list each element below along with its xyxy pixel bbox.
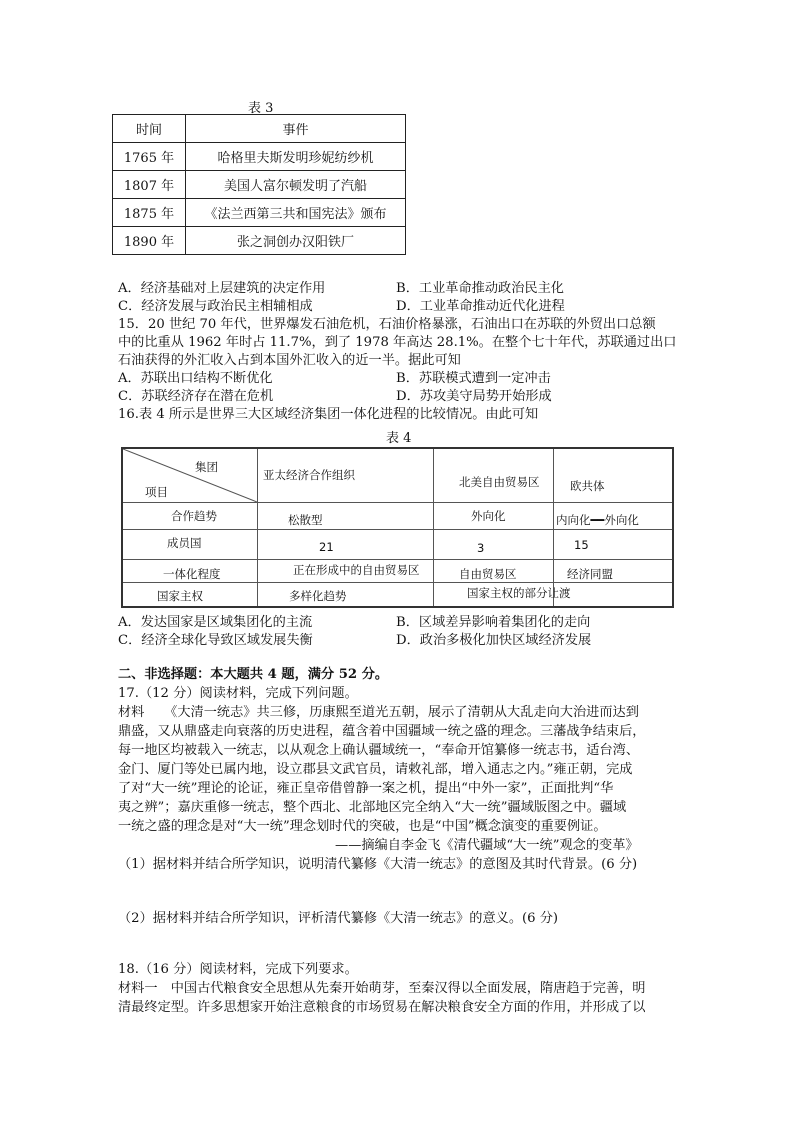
- table-divider: [123, 582, 672, 583]
- table-divider: [123, 559, 672, 560]
- table-header-cell: 事件: [186, 115, 406, 143]
- q15-option-d: D．苏攻美守局势开始形成: [396, 389, 552, 404]
- table-row-label: 合作趋势: [171, 509, 217, 523]
- table-header-cell: 亚太经济合作组织: [263, 468, 355, 482]
- q15-stem-line: 石油获得的外汇收入占到本国外汇收入的近一半。据此可知: [118, 353, 461, 368]
- table3: [112, 114, 406, 255]
- table-row: [113, 199, 406, 227]
- table-corner-bottom: 项目: [145, 485, 168, 499]
- q17-material-line: 材料 《大清一统志》共三修，历康熙至道光五朝，展示了清朝从大乱走向大治进而达到: [118, 705, 639, 720]
- table-header-row: [113, 115, 406, 143]
- table-cell: 3: [477, 541, 485, 555]
- q17-title: 17.（12 分）阅读材料，完成下列问题。: [118, 686, 358, 701]
- q18-title: 18.（16 分）阅读材料，完成下列要求。: [118, 962, 358, 977]
- table-row-label: 一体化程度: [163, 567, 221, 581]
- diagonal-header-line: [123, 449, 257, 502]
- table-cell: 内向化━━外向化: [556, 513, 639, 527]
- table-row: [113, 143, 406, 171]
- q16-option-d: D．政治多极化加快区域经济发展: [396, 633, 592, 648]
- q16-stem: 16.表 4 所示是世界三大区域经济集团一体化进程的比较情况。由此可知: [118, 407, 539, 422]
- table-cell: 1890 年: [113, 227, 186, 255]
- table-cell: 哈格里夫斯发明珍妮纺纱机: [186, 143, 406, 171]
- q15-option-c: C．苏联经济存在潜在危机: [118, 389, 274, 404]
- table-row: [113, 227, 406, 255]
- q16-option-c: C．经济全球化导致区域发展失衡: [118, 633, 313, 648]
- table3-caption: 表 3: [248, 101, 274, 116]
- table-cell: 松散型: [288, 513, 323, 527]
- table-corner-top: 集团: [195, 460, 218, 474]
- q17-subquestion-2: （2）据材料并结合所学知识，评析清代纂修《大清一统志》的意义。(6 分): [118, 911, 559, 926]
- q17-material-line: 了对“大一统”理论的论证，雍正皇帝借曾静一案之机，提出“中外一家”，正面批判“华: [118, 781, 614, 796]
- q14-option-d: D．工业革命推动近代化进程: [396, 299, 565, 314]
- table-cell: 经济同盟: [567, 567, 613, 581]
- q14-option-a: A．经济基础对上层建筑的决定作用: [118, 281, 326, 296]
- table-cell: 21: [319, 540, 334, 554]
- q17-material-line: 金门、厦门等处已属内地，设立郡县文武官员，请敕礼部，增入通志之内。”雍正朝，完成: [118, 762, 633, 777]
- q15-stem-line: 中的比重从 1962 年时占 11.7%，到了 1978 年高达 28.1%。在整个七十年代，苏联通过出口: [118, 335, 677, 350]
- q16-option-a: A．发达国家是区域集团化的主流: [118, 615, 313, 630]
- q17-material-line: 一统之盛的理念是对“大一统”理念划时代的突破，也是“中国”概念演变的重要例证。: [118, 819, 607, 834]
- table-header-cell: 欧共体: [570, 479, 605, 493]
- table-header-cell: 时间: [113, 115, 186, 143]
- table-cell: 1807 年: [113, 171, 186, 199]
- table-row-label: 国家主权: [157, 589, 203, 603]
- q18-material-line: 材料一 中国古代粮食安全思想从先秦开始萌芽，至秦汉得以全面发展，隋唐趋于完善，明: [118, 981, 646, 996]
- table-cell: 《法兰西第三共和国宪法》颁布: [186, 199, 406, 227]
- table-cell: 15: [574, 538, 589, 552]
- table-cell: 1765 年: [113, 143, 186, 171]
- table-cell: 张之洞创办汉阳铁厂: [186, 227, 406, 255]
- q15-option-b: B．苏联模式遭到一定冲击: [396, 371, 551, 386]
- table-divider: [123, 502, 672, 503]
- table-row: [113, 171, 406, 199]
- table-header-cell: 北美自由贸易区: [459, 475, 540, 489]
- table-cell: 1875 年: [113, 199, 186, 227]
- q17-material-line: 鼎盛，又从鼎盛走向衰落的历史进程，蕴含着中国疆域一统之盛的理念。三藩战争结束后，: [118, 724, 646, 739]
- table-cell: 自由贸易区: [459, 567, 517, 581]
- q17-subquestion-1: （1）据材料并结合所学知识，说明清代纂修《大清一统志》的意图及其时代背景。(6 分): [118, 857, 638, 872]
- q17-source: ——摘编自李金飞《清代疆域“大一统”观念的变革》: [335, 838, 639, 853]
- q17-material-line: 夷之辨”；嘉庆重修一统志，整个西北、北部地区完全纳入“大一统”疆域版图之中。疆域: [118, 800, 627, 815]
- q15-option-a: A．苏联出口结构不断优化: [118, 371, 273, 386]
- section-heading: 二、非选择题：本大题共 4 题，满分 52 分。: [118, 667, 389, 682]
- table-divider: [123, 529, 672, 530]
- table-cell: 美国人富尔顿发明了汽船: [186, 171, 406, 199]
- q14-option-c: C．经济发展与政治民主相辅相成: [118, 299, 313, 314]
- q14-option-b: B．工业革命推动政治民主化: [396, 281, 564, 296]
- table-cell: 国家主权的部分让渡: [467, 586, 571, 600]
- q17-material-line: 每一地区均被载入一统志，以从观念上确认疆域统一，“奉命开馆纂修一统志书，适台湾、: [118, 743, 640, 758]
- q16-option-b: B．区域差异影响着集团化的走向: [396, 615, 591, 630]
- table-row-label: 成员国: [167, 536, 202, 550]
- q15-stem-line: 15．20 世纪 70 年代，世界爆发石油危机，石油价格暴涨，石油出口在苏联的外贸出口总额: [118, 317, 656, 332]
- table4: [121, 447, 674, 608]
- q18-material-line: 清最终定型。许多思想家开始注意粮食的市场贸易在解决粮食安全方面的作用，并形成了以: [118, 1000, 646, 1015]
- table4-caption: 表 4: [386, 431, 412, 446]
- table-cell: 多样化趋势: [289, 589, 347, 603]
- table-cell: 外向化: [471, 509, 506, 523]
- table-cell: 正在形成中的自由贸易区: [293, 563, 420, 577]
